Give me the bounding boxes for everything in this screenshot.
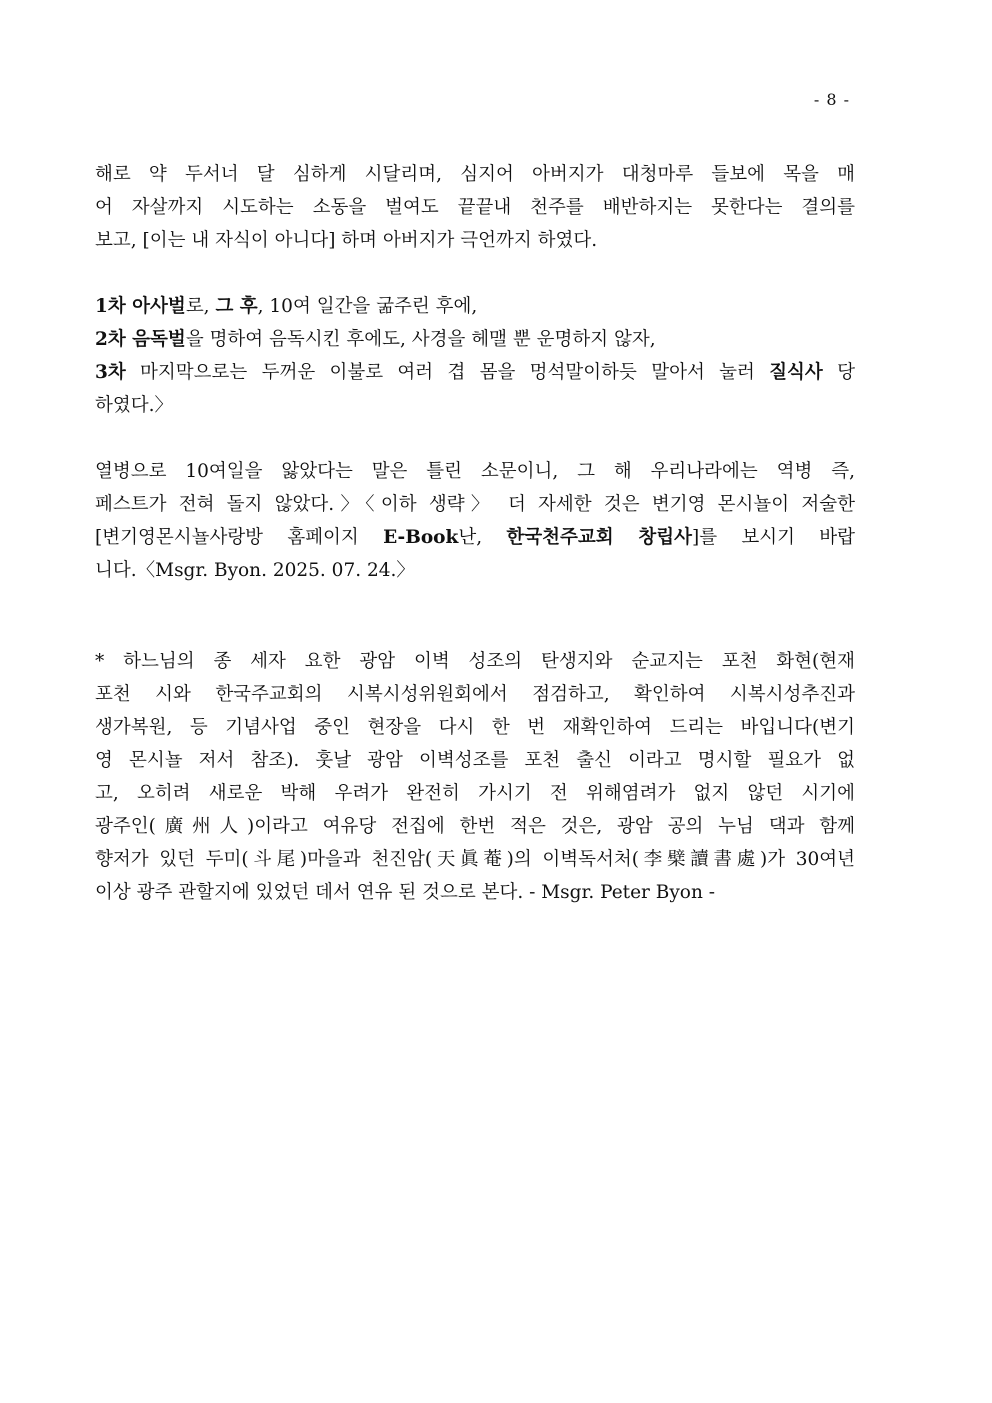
text-span: 당: [822, 362, 855, 383]
text-line: 보고, [이는 내 자식이 아니다] 하며 아버지가 극언까지 하였다.: [95, 230, 598, 251]
text-line: 생가복원, 등 기념사업 중인 현장을 다시 한 번 재확인하여 드리는 바입니다(변기: [95, 717, 855, 738]
text-line: [95, 323, 855, 356]
text-line: [95, 356, 855, 389]
paragraph-footnote: [95, 645, 855, 909]
text-line: [95, 290, 855, 323]
bold-text: 3차: [95, 362, 126, 383]
text-line: 이상 광주 관할지에 있었던 데서 연유 된 것으로 본다. - Msgr. Peter Byon -: [95, 882, 715, 903]
text-span: ]를 보시기 바랍: [692, 527, 855, 548]
paragraph-spacer: [95, 257, 855, 290]
bold-text: 그 후: [215, 296, 258, 317]
page-number: - 8 -: [813, 90, 850, 109]
text-line: 광주인(廣州人)이라고 여유당 전집에 한번 적은 것은, 광암 공의 누님 댁과 함께: [95, 816, 855, 837]
paragraph-punishments: [95, 290, 855, 422]
text-line: 포천 시와 한국주교회의 시복시성위원회에서 점검하고, 확인하여 시복시성추진과: [95, 684, 855, 705]
text-span: 로,: [185, 296, 216, 317]
text-line: 페스트가 전혀 돌지 않았다.〉〈이하 생략〉 더 자세한 것은 변기영 몬시뇰이 저술한: [95, 494, 855, 515]
text-span: 을 명하여 음독시킨 후에도, 사경을 헤맬 뿐 운명하지 않자,: [185, 329, 656, 350]
bold-text: 1차 아사벌: [95, 296, 186, 317]
text-line: 하였다.〉: [95, 395, 173, 416]
text-line: * 하느님의 종 세자 요한 광암 이벽 성조의 탄생지와 순교지는 포천 화현(현재: [95, 651, 855, 672]
text-line: 해로 약 두서너 달 심하게 시달리며, 심지어 아버지가 대청마루 들보에 목을 매: [95, 164, 855, 185]
paragraph-spacer: [95, 587, 855, 645]
text-span: 마지막으로는 두꺼운 이불로 여러 겹 몸을 멍석말이하듯 말아서 눌러: [125, 362, 770, 383]
paragraph-rumor: [95, 455, 855, 587]
bold-text: E-Book: [383, 527, 459, 548]
text-line: 향저가 있던 두미(斗尾)마을과 천진암(天眞菴)의 이벽독서처(李檗讀書處)가 30여년: [95, 849, 855, 870]
text-line: 니다.〈Msgr. Byon. 2025. 07. 24.〉: [95, 560, 415, 581]
paragraph-spacer: [95, 422, 855, 455]
bold-text: 한국천주교회 창립사: [506, 527, 693, 548]
text-span: 난,: [458, 527, 507, 548]
text-line: 고, 오히려 새로운 박해 우려가 완전히 가시기 전 위해염려가 없지 않던 시기에: [95, 783, 855, 804]
paragraph-persecution: [95, 158, 855, 257]
text-span: [변기영몬시뇰사랑방 홈페이지: [95, 527, 384, 548]
text-line: [95, 521, 855, 554]
document-body: [95, 158, 855, 909]
text-line: 영 몬시뇰 저서 참조). 훗날 광암 이벽성조를 포천 출신 이라고 명시할 필요가 없: [95, 750, 855, 771]
bold-text: 2차 음독벌: [95, 329, 186, 350]
text-line: 어 자살까지 시도하는 소동을 벌여도 끝끝내 천주를 배반하지는 못한다는 결의를: [95, 197, 855, 218]
text-span: , 10여 일간을 굶주린 후에,: [257, 296, 478, 317]
bold-text: 질식사: [769, 362, 823, 383]
text-line: 열병으로 10여일을 앓았다는 말은 틀린 소문이니, 그 해 우리나라에는 역병 즉,: [95, 461, 855, 482]
